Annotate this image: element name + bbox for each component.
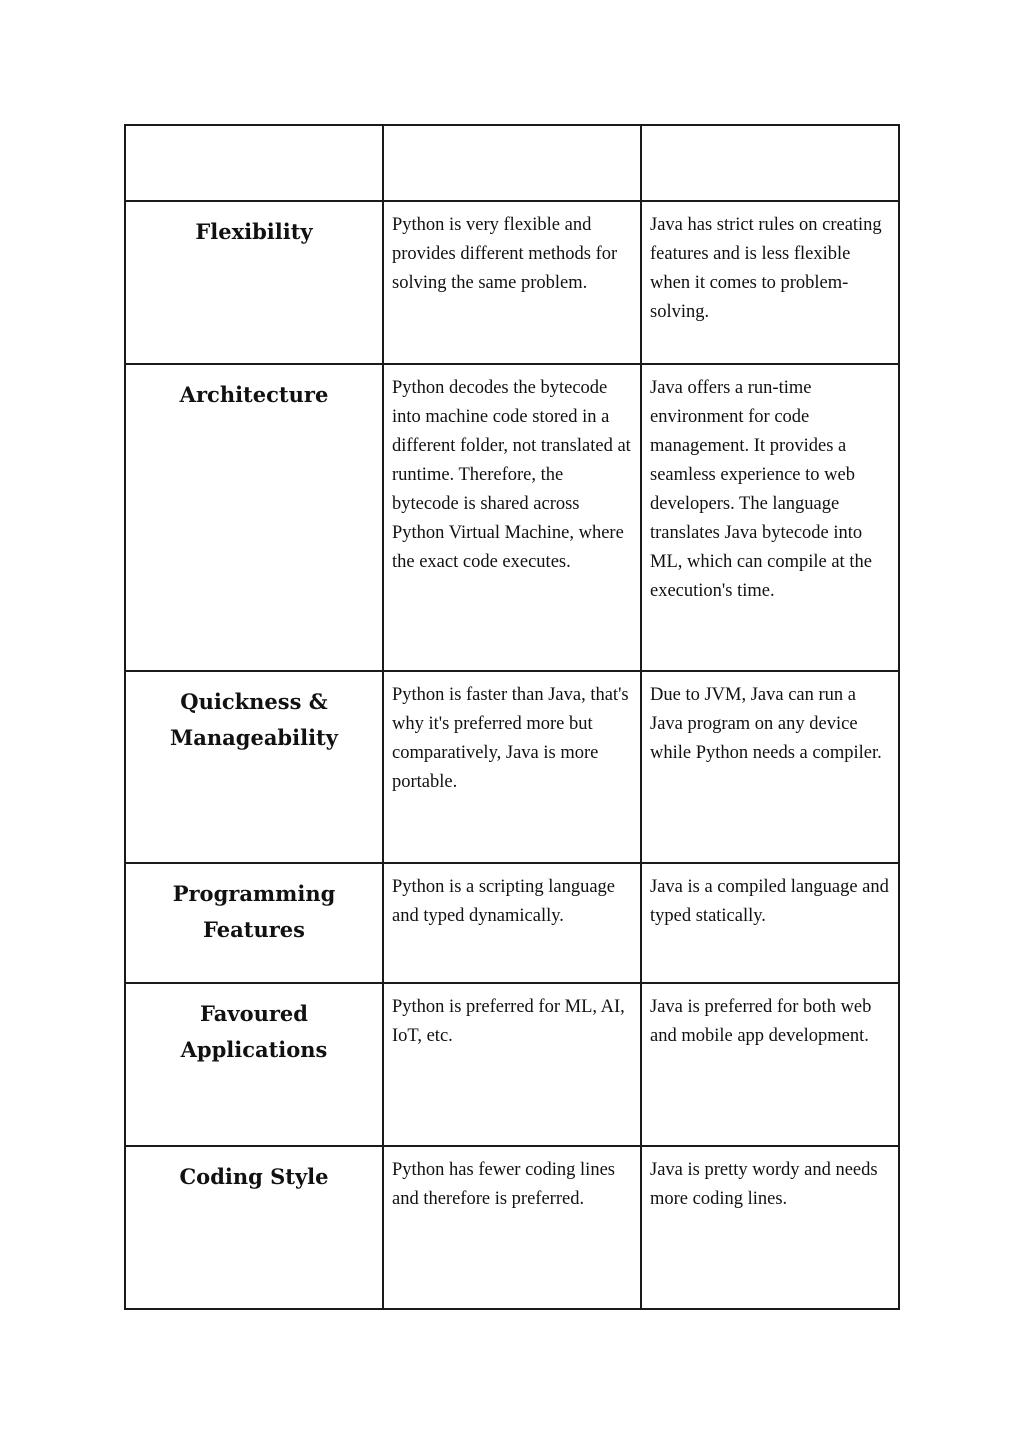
python-cell bbox=[383, 671, 641, 863]
feature-label: Flexibility bbox=[195, 219, 313, 244]
table-row bbox=[125, 863, 899, 983]
table-row bbox=[125, 201, 899, 364]
feature-cell bbox=[125, 1146, 383, 1309]
python-cell bbox=[383, 364, 641, 671]
python-description: Python is a scripting language and typed dynamically. bbox=[392, 877, 615, 926]
feature-cell bbox=[125, 364, 383, 671]
feature-cell bbox=[125, 983, 383, 1146]
feature-label: Favoured Applications bbox=[180, 1001, 328, 1062]
python-description: Python is faster than Java, that's why it's preferred more but comparatively, Java is more portable. bbox=[392, 685, 629, 792]
table-row bbox=[125, 671, 899, 863]
python-description: Python has fewer coding lines and therefore is preferred. bbox=[392, 1160, 615, 1209]
java-description: Java is a compiled language and typed statically. bbox=[650, 877, 889, 926]
feature-cell bbox=[125, 863, 383, 983]
feature-label: Quickness & Manageability bbox=[170, 689, 338, 750]
java-description: Java is pretty wordy and needs more coding lines. bbox=[650, 1160, 878, 1209]
header-cell-python bbox=[383, 125, 641, 201]
java-cell bbox=[641, 1146, 899, 1309]
java-description: Java is preferred for both web and mobile app development. bbox=[650, 997, 872, 1046]
python-description: Python decodes the bytecode into machine code stored in a different folder, not translated at runtime. Therefore, the bytecode is shared across Python Virtual Machine, where the exact code executes. bbox=[392, 378, 631, 572]
header-row bbox=[125, 125, 899, 201]
header-cell-feature bbox=[125, 125, 383, 201]
table-row bbox=[125, 983, 899, 1146]
feature-cell bbox=[125, 201, 383, 364]
java-cell bbox=[641, 201, 899, 364]
feature-cell bbox=[125, 671, 383, 863]
python-cell bbox=[383, 863, 641, 983]
java-cell bbox=[641, 983, 899, 1146]
java-cell bbox=[641, 671, 899, 863]
python-cell bbox=[383, 201, 641, 364]
java-description: Due to JVM, Java can run a Java program on any device while Python needs a compiler. bbox=[650, 685, 882, 763]
python-cell bbox=[383, 983, 641, 1146]
table-row bbox=[125, 1146, 899, 1309]
comparison-table bbox=[124, 124, 900, 1310]
table-row bbox=[125, 364, 899, 671]
java-cell bbox=[641, 863, 899, 983]
java-description: Java offers a run-time environment for code management. It provides a seamless experience to web developers. The language translates Java bytecode into ML, which can compile at the execution's time. bbox=[650, 378, 872, 601]
java-description: Java has strict rules on creating features and is less flexible when it comes to problem-solving. bbox=[650, 215, 882, 322]
feature-label: Coding Style bbox=[179, 1164, 329, 1189]
feature-label: Architecture bbox=[179, 382, 329, 407]
java-cell bbox=[641, 364, 899, 671]
feature-label: Programming Features bbox=[172, 881, 336, 942]
header-cell-java bbox=[641, 125, 899, 201]
python-cell bbox=[383, 1146, 641, 1309]
python-description: Python is very flexible and provides different methods for solving the same problem. bbox=[392, 215, 618, 293]
python-description: Python is preferred for ML, AI, IoT, etc. bbox=[392, 997, 625, 1046]
